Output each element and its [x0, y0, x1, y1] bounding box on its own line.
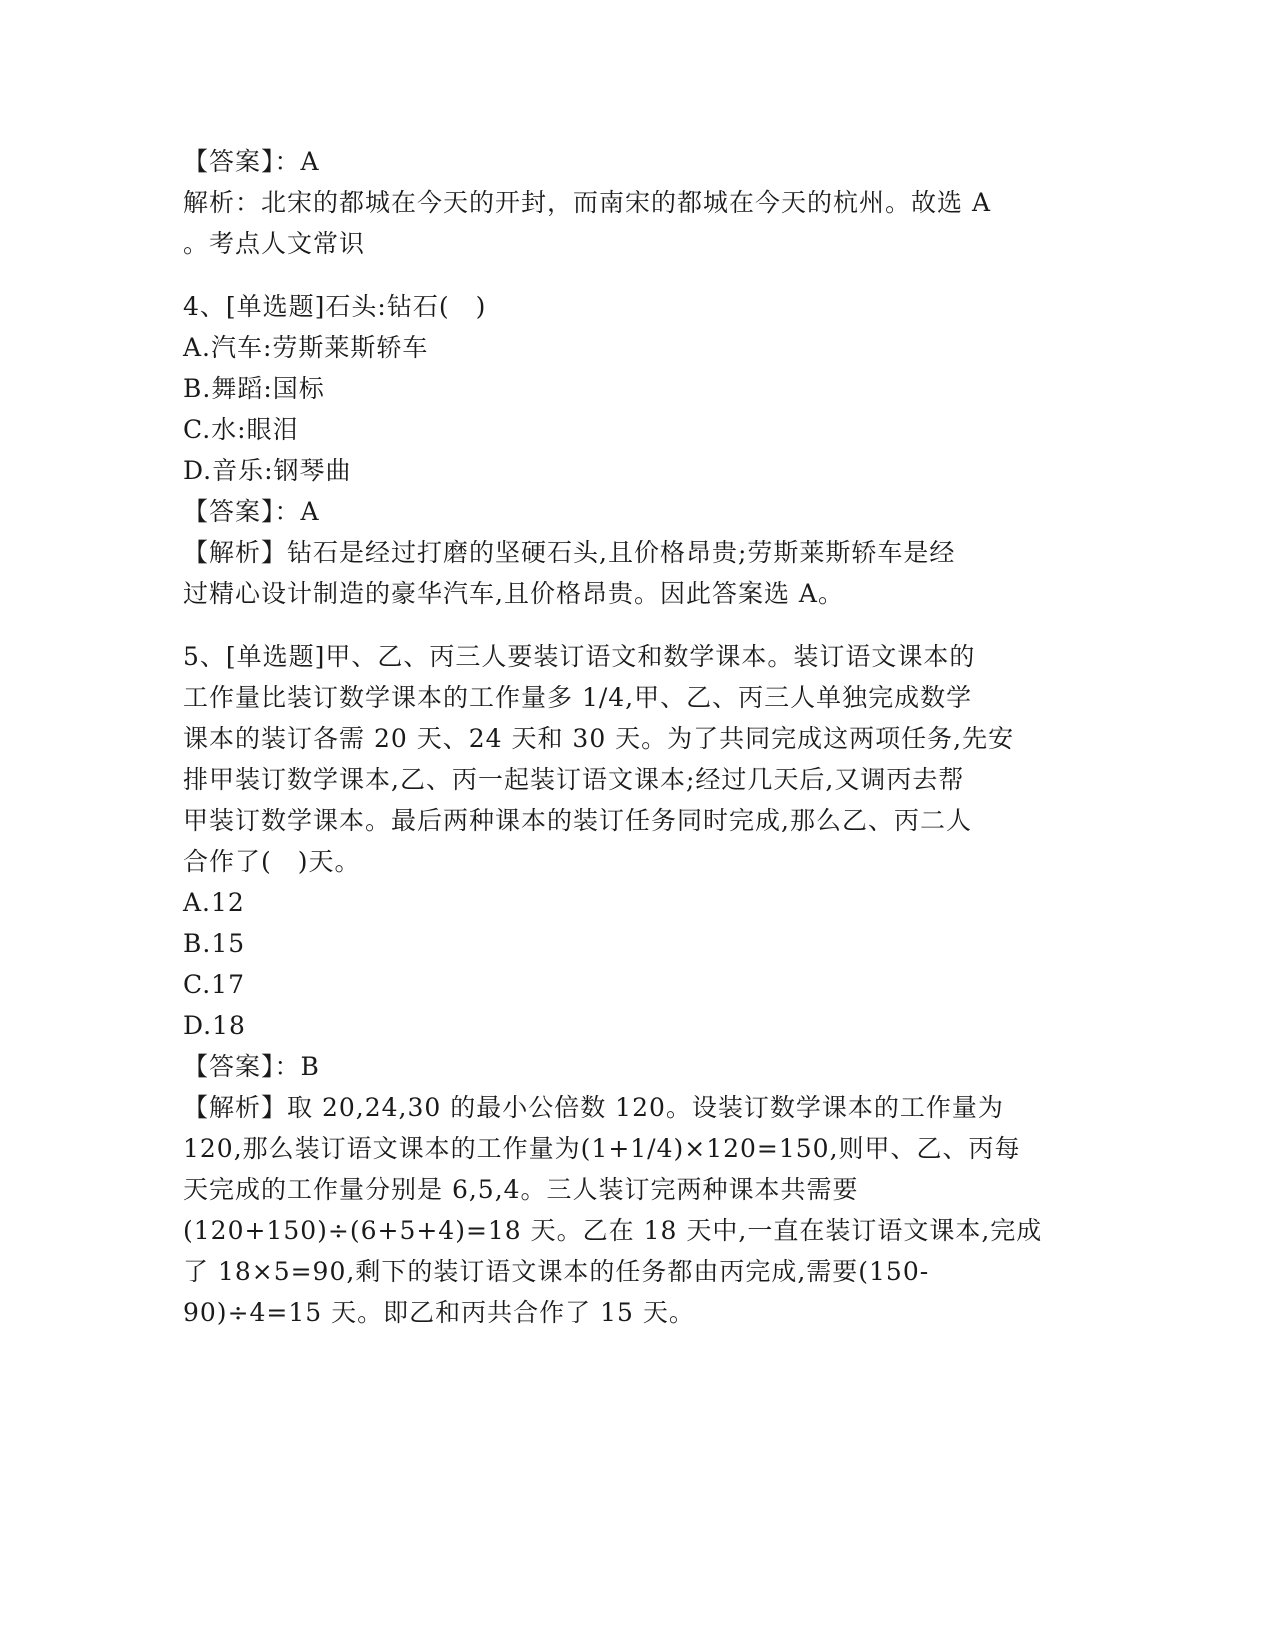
q5-stem-line: 甲装订数学课本。最后两种课本的装订任务同时完成,那么乙、丙二人 [183, 806, 972, 835]
q4-stem: 4、[单选题]石头:钻石( ) [183, 292, 487, 321]
q5-analysis-line: 【解析】取 20,24,30 的最小公倍数 120。设装订数学课本的工作量为 [183, 1093, 1004, 1122]
q5-stem-line: 5、[单选题]甲、乙、丙三人要装订语文和数学课本。装订语文课本的 [183, 642, 976, 671]
q5-option-b: B.15 [183, 929, 246, 958]
q4-option-b: B.舞蹈:国标 [183, 374, 325, 403]
q5-analysis-line: 天完成的工作量分别是 6,5,4。三人装订完两种课本共需要 [183, 1175, 859, 1204]
q5-answer: 【答案】：B [183, 1052, 320, 1081]
q5-stem-line: 合作了( )天。 [183, 847, 361, 876]
q5-stem-line: 排甲装订数学课本,乙、丙一起装订语文课本;经过几天后,又调丙去帮 [183, 765, 965, 794]
q4-analysis-line-1: 【解析】钻石是经过打磨的坚硬石头,且价格昂贵;劳斯莱斯轿车是经 [183, 538, 956, 567]
q3-analysis-line-2: 。考点人文常识 [183, 229, 366, 258]
q5-analysis-line: 了 18×5=90,剩下的装订语文课本的任务都由丙完成,需要(150- [183, 1257, 930, 1286]
q5-option-a: A.12 [183, 888, 245, 917]
q5-analysis-line: (120+150)÷(6+5+4)=18 天。乙在 18 天中,一直在装订语文课本,完成 [183, 1216, 1043, 1245]
q5-option-d: D.18 [183, 1011, 246, 1040]
q3-analysis-line-1: 解析：北宋的都城在今天的开封，而南宋的都城在今天的杭州。故选 A [183, 188, 992, 217]
q5-analysis-line: 90)÷4=15 天。即乙和丙共合作了 15 天。 [183, 1298, 695, 1327]
q4-answer: 【答案】：A [183, 497, 320, 526]
q5-stem-line: 课本的装订各需 20 天、24 天和 30 天。为了共同完成这两项任务,先安 [183, 724, 1015, 753]
q5-option-c: C.17 [183, 970, 245, 999]
q4-option-c: C.水:眼泪 [183, 415, 299, 444]
q4-option-a: A.汽车:劳斯莱斯轿车 [183, 333, 429, 362]
q4-option-d: D.音乐:钢琴曲 [183, 456, 352, 485]
q4-analysis-line-2: 过精心设计制造的豪华汽车,且价格昂贵。因此答案选 A。 [183, 579, 844, 608]
q5-stem-line: 工作量比装订数学课本的工作量多 1/4,甲、乙、丙三人单独完成数学 [183, 683, 973, 712]
q3-answer: 【答案】：A [183, 147, 320, 176]
q5-analysis-line: 120,那么装订语文课本的工作量为(1+1/4)×120=150,则甲、乙、丙每 [183, 1134, 1021, 1163]
